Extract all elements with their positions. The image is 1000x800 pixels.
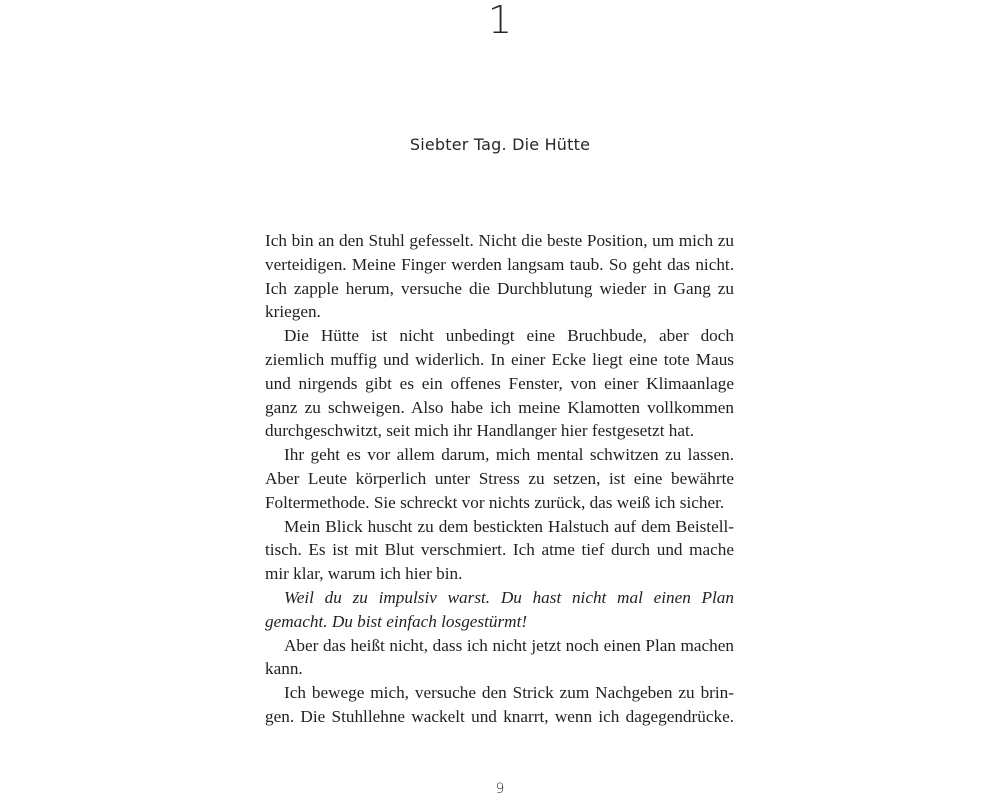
paragraph: Aber das heißt nicht, dass ich nicht jetzt noch einen Plan machen kann. <box>265 635 734 679</box>
chapter-title: Siebter Tag. Die Hütte <box>409 135 591 154</box>
paragraph: Ich bewege mich, versuche den Strick zum Nachgeben zu bringen. Die Stuhllehne wackelt und knarrt, wenn ich dagegendrücke. <box>265 683 734 726</box>
paragraph: Mein Blick huscht zu dem bestickten Halstuch auf dem Beistelltisch. Es ist mit Blut verschmiert. Ich atme tief durch und mache mir klar, warum ich hier bin. <box>265 516 734 584</box>
page-number: 9 <box>495 781 505 797</box>
paragraph: Ich bin an den Stuhl gefesselt. Nicht die beste Position, um mich zu verteidigen. Meine Finger werden langsam taub. So geht das nicht. Ich zapple herum, versuche die Durchblutung wieder in Gang zu kriegen. <box>265 231 734 322</box>
chapter-number: 1 <box>487 0 513 42</box>
paragraph: Ihr geht es vor allem darum, mich mental schwitzen zu lassen. Aber Leute körperlich unter Stress zu setzen, ist eine bewährte Foltermethode. Sie schreckt vor nichts zurück, das weiß ich sicher. <box>265 445 734 512</box>
italic-paragraph: Weil du zu impulsiv warst. Du hast nicht mal einen Plan gemacht. Du bist einfach losgestürmt! <box>265 587 734 631</box>
paragraph: Die Hütte ist nicht unbedingt eine Bruchbude, aber doch ziemlich muffig und widerlich. In einer Ecke liegt eine tote Maus und nirgends gibt es ein offenes Fenster, von einer Klimaanlage ganz zu schweigen. Also habe ich meine Klamotten vollkommen durchgeschwitzt, seit mich ihr Handlanger hier festgesetzt hat. <box>265 326 734 441</box>
body-text <box>265 229 734 729</box>
